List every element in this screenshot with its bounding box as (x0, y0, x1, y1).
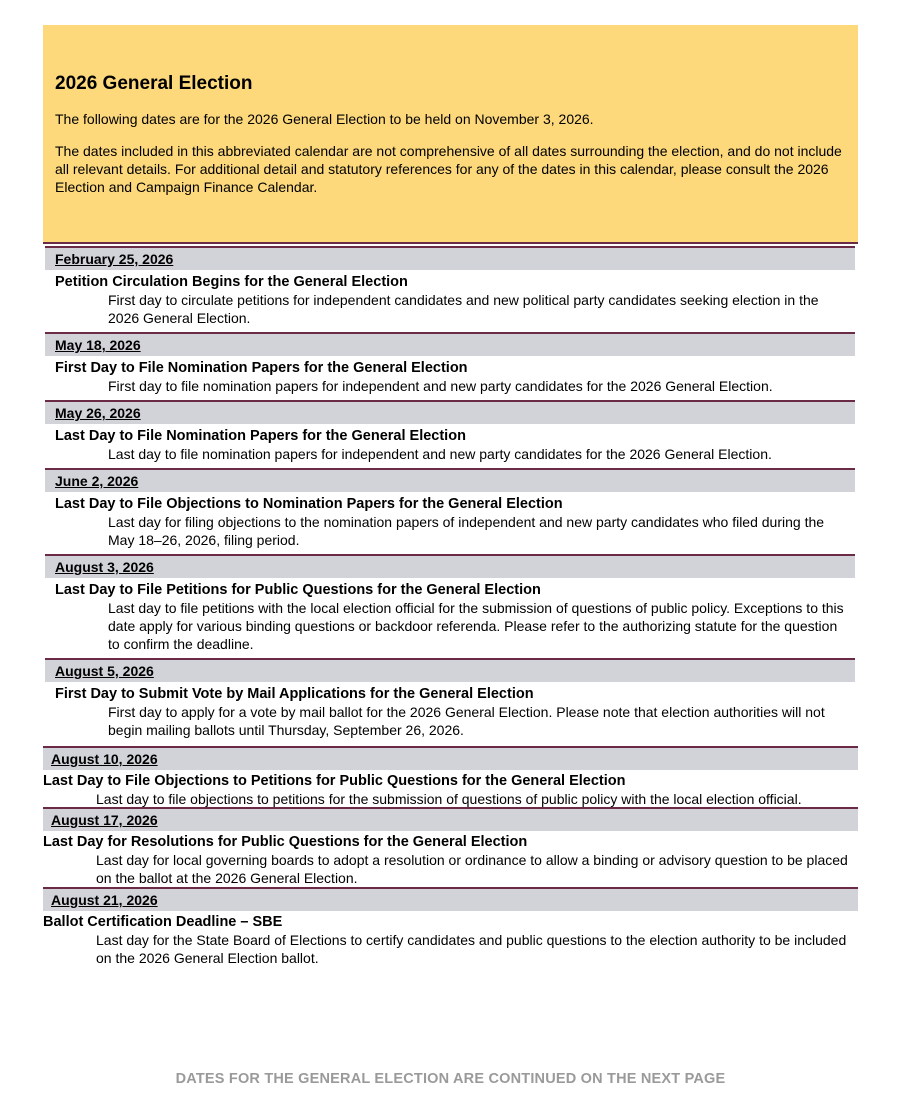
entry-description: Last day for the State Board of Elections to certify candidates and public questions to the election authority to be included on the 2026 General Election ballot. (96, 932, 847, 966)
entry-date: August 17, 2026 (43, 807, 858, 831)
entry-description: Last day for filing objections to the nomination papers of independent and new party candidates who filed during the May 18–26, 2026, filing period. (108, 514, 825, 548)
entry-description: First day to file nomination papers for independent and new party candidates for the 2026 General Election. (108, 378, 773, 394)
calendar-entry (45, 332, 855, 395)
entry-description: Last day to file nomination papers for independent and new party candidates for the 2026 General Election. (108, 446, 772, 462)
entry-date: August 5, 2026 (45, 658, 855, 682)
entry-title: Last Day to File Petitions for Public Questions for the General Election (55, 582, 541, 598)
entry-description: Last day for local governing boards to adopt a resolution or ordinance to allow a binding or advisory question to be placed on the ballot at the 2026 General Election. (96, 852, 848, 886)
calendar-entry (45, 468, 855, 549)
entry-title: First Day to Submit Vote by Mail Applications for the General Election (55, 686, 534, 702)
entry-description: First day to circulate petitions for independent candidates and new political party candidates seeking election in the 2026 General Election. (108, 292, 819, 326)
entry-date: August 3, 2026 (45, 554, 855, 578)
entry-date: February 25, 2026 (45, 246, 855, 270)
election-header (43, 25, 858, 244)
entry-description: Last day to file petitions with the local election official for the submission of questions of public policy. Exceptions to this date apply for various binding questions or backdoor referenda. Please refer to the authorizing statute for the question to confirm the deadline. (108, 600, 844, 652)
calendar-entry (45, 554, 855, 653)
calendar-entry (45, 658, 855, 739)
page-title: 2026 General Election (55, 73, 253, 94)
entry-date: June 2, 2026 (45, 468, 855, 492)
entry-description: First day to apply for a vote by mail ballot for the 2026 General Election. Please note that election authorities will not begin mailing ballots until Thursday, September 26, 2026. (108, 704, 825, 738)
entry-description: Last day to file objections to petitions for the submission of questions of public policy with the local election official. (96, 791, 802, 807)
entry-title: Last Day for Resolutions for Public Questions for the General Election (43, 834, 528, 850)
calendar-entry (43, 887, 858, 967)
calendar-entry (43, 807, 858, 887)
entry-title: Ballot Certification Deadline – SBE (43, 914, 283, 930)
calendar-entry (43, 746, 858, 808)
entry-date: August 21, 2026 (43, 887, 858, 911)
calendar-entry (45, 246, 855, 327)
entry-date: August 10, 2026 (43, 746, 858, 770)
entry-title: Last Day to File Nomination Papers for the General Election (55, 428, 466, 444)
continued-notice: DATES FOR THE GENERAL ELECTION ARE CONTINUED ON THE NEXT PAGE (175, 1071, 726, 1087)
entry-date: May 18, 2026 (45, 332, 855, 356)
entry-title: Petition Circulation Begins for the General Election (55, 274, 408, 290)
entry-title: Last Day to File Objections to Nomination Papers for the General Election (55, 496, 563, 512)
entry-title: First Day to File Nomination Papers for the General Election (55, 360, 468, 376)
disclaimer-paragraph: The dates included in this abbreviated calendar are not comprehensive of all dates surrounding the election, and do not include all relevant details. For additional detail and statutory references for any of the dates in this calendar, please consult the 2026 Election and Campaign Finance Calendar. (55, 143, 842, 195)
calendar-entry (45, 400, 855, 463)
intro-paragraph: The following dates are for the 2026 General Election to be held on November 3, 2026. (55, 111, 594, 127)
entry-title: Last Day to File Objections to Petitions for Public Questions for the General Election (43, 773, 626, 789)
entry-date: May 26, 2026 (45, 400, 855, 424)
